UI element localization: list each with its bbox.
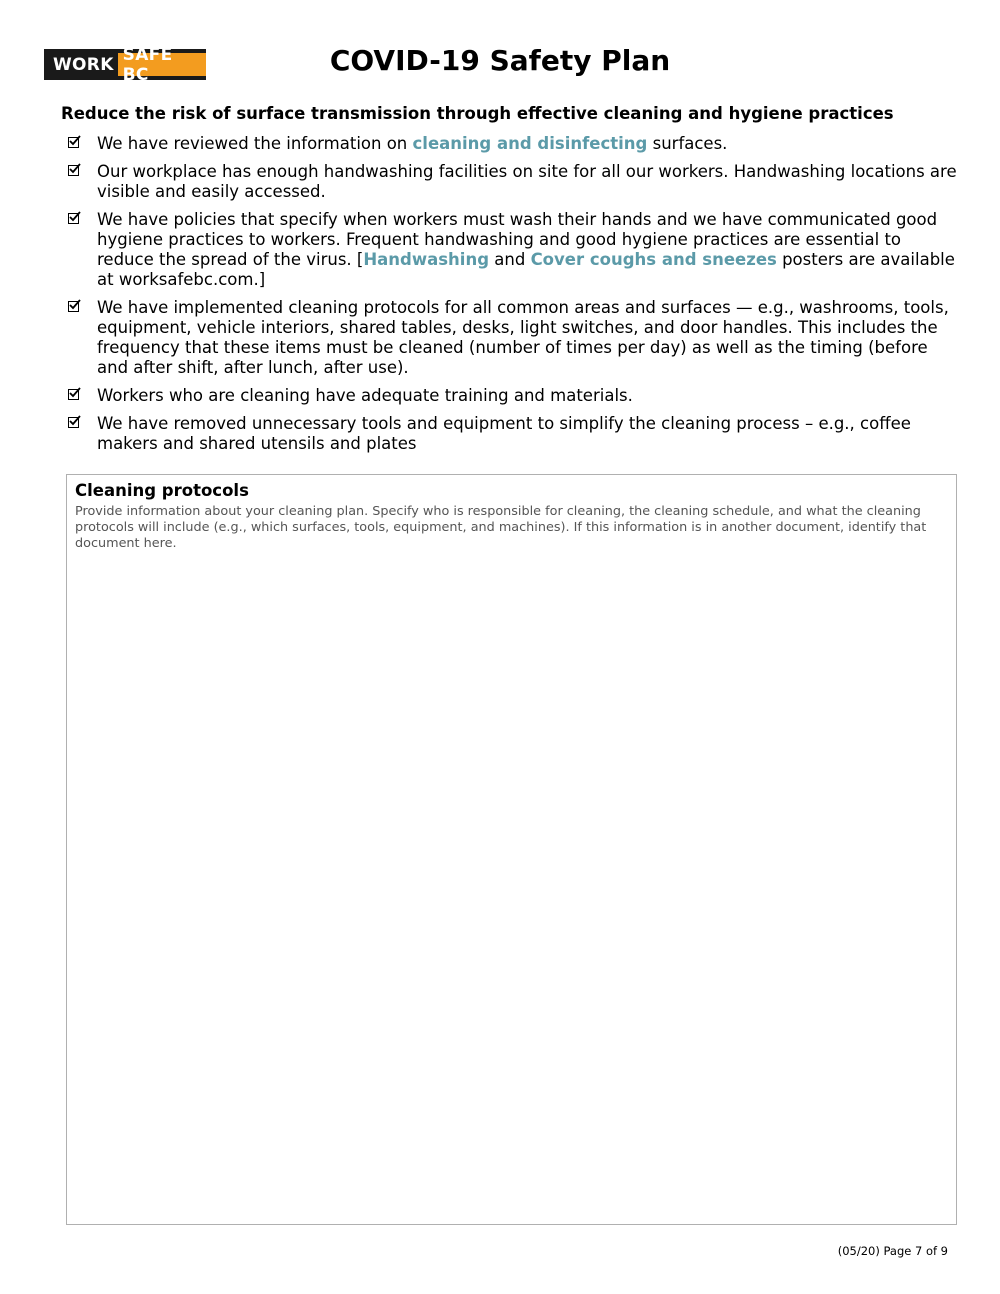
item-text-end: surfaces.	[647, 134, 728, 153]
checklist-item	[68, 134, 958, 154]
checklist-item	[68, 210, 958, 290]
page-footer: (05/20) Page 7 of 9	[837, 1244, 948, 1258]
checkmark-icon	[68, 134, 82, 148]
checklist-item	[68, 298, 958, 378]
checked-checkbox[interactable]	[68, 301, 79, 312]
cleaning-protocols-description: Provide information about your cleaning plan. Specify who is responsible for cleaning, the cleaning schedule, and what the cleaning protocols will include (e.g., which surfaces, tools, equipment, and machines). If this information is in another document, identify that document here.	[75, 504, 927, 551]
page-title: COVID-19 Safety Plan	[329, 44, 671, 77]
cleaning-disinfecting-link[interactable]: cleaning and disinfecting	[412, 134, 648, 153]
item-text: We have reviewed the information on	[97, 134, 413, 153]
item-text: Workers who are cleaning have adequate training and materials.	[97, 386, 633, 405]
item-text-mid: and	[489, 250, 531, 269]
checked-checkbox[interactable]	[68, 389, 79, 400]
checkmark-icon	[68, 298, 82, 312]
checkmark-icon	[68, 386, 82, 400]
section-heading: Reduce the risk of surface transmission through effective cleaning and hygiene practices	[61, 104, 894, 123]
item-text: We have implemented cleaning protocols for all common areas and surfaces — e.g., washrooms, tools, equipment, vehicle interiors, shared tables, desks, light switches, and door handles. This includes the frequency that these items must be cleaned (number of times per day) as well as the timing (before and after shift, after lunch, after use).	[97, 298, 949, 377]
cleaning-protocols-title: Cleaning protocols	[75, 481, 249, 500]
handwashing-link[interactable]: Handwashing	[363, 250, 490, 269]
checklist-item	[68, 162, 958, 202]
checkmark-icon	[68, 414, 82, 428]
checked-checkbox[interactable]	[68, 417, 79, 428]
checklist-item	[68, 414, 958, 454]
checklist-item	[68, 386, 958, 406]
item-text: We have policies that specify when workers must wash their hands and we have communicated good hygiene practices to workers. Frequent handwashing and good hygiene practices are essential to reduce the spread of the virus. [	[97, 210, 938, 269]
checked-checkbox[interactable]	[68, 137, 79, 148]
cleaning-protocols-entry-field[interactable]	[75, 552, 948, 1192]
checkmark-icon	[68, 162, 82, 176]
item-text: We have removed unnecessary tools and equipment to simplify the cleaning process – e.g., coffee makers and shared utensils and plates	[97, 414, 911, 453]
logo-work-text: WORK	[53, 54, 114, 75]
checked-checkbox[interactable]	[68, 165, 79, 176]
checkmark-icon	[68, 210, 82, 224]
item-text-end: posters are available at worksafebc.com.]	[97, 250, 955, 289]
cleaning-protocols-box	[66, 474, 957, 1225]
item-text: Our workplace has enough handwashing facilities on site for all our workers. Handwashing locations are visible and easily accessed.	[97, 162, 957, 201]
checked-checkbox[interactable]	[68, 213, 79, 224]
logo-safebc-text: SAFE BC	[118, 53, 206, 76]
checklist	[68, 134, 958, 462]
cover-coughs-link[interactable]: Cover coughs and sneezes	[530, 250, 777, 269]
